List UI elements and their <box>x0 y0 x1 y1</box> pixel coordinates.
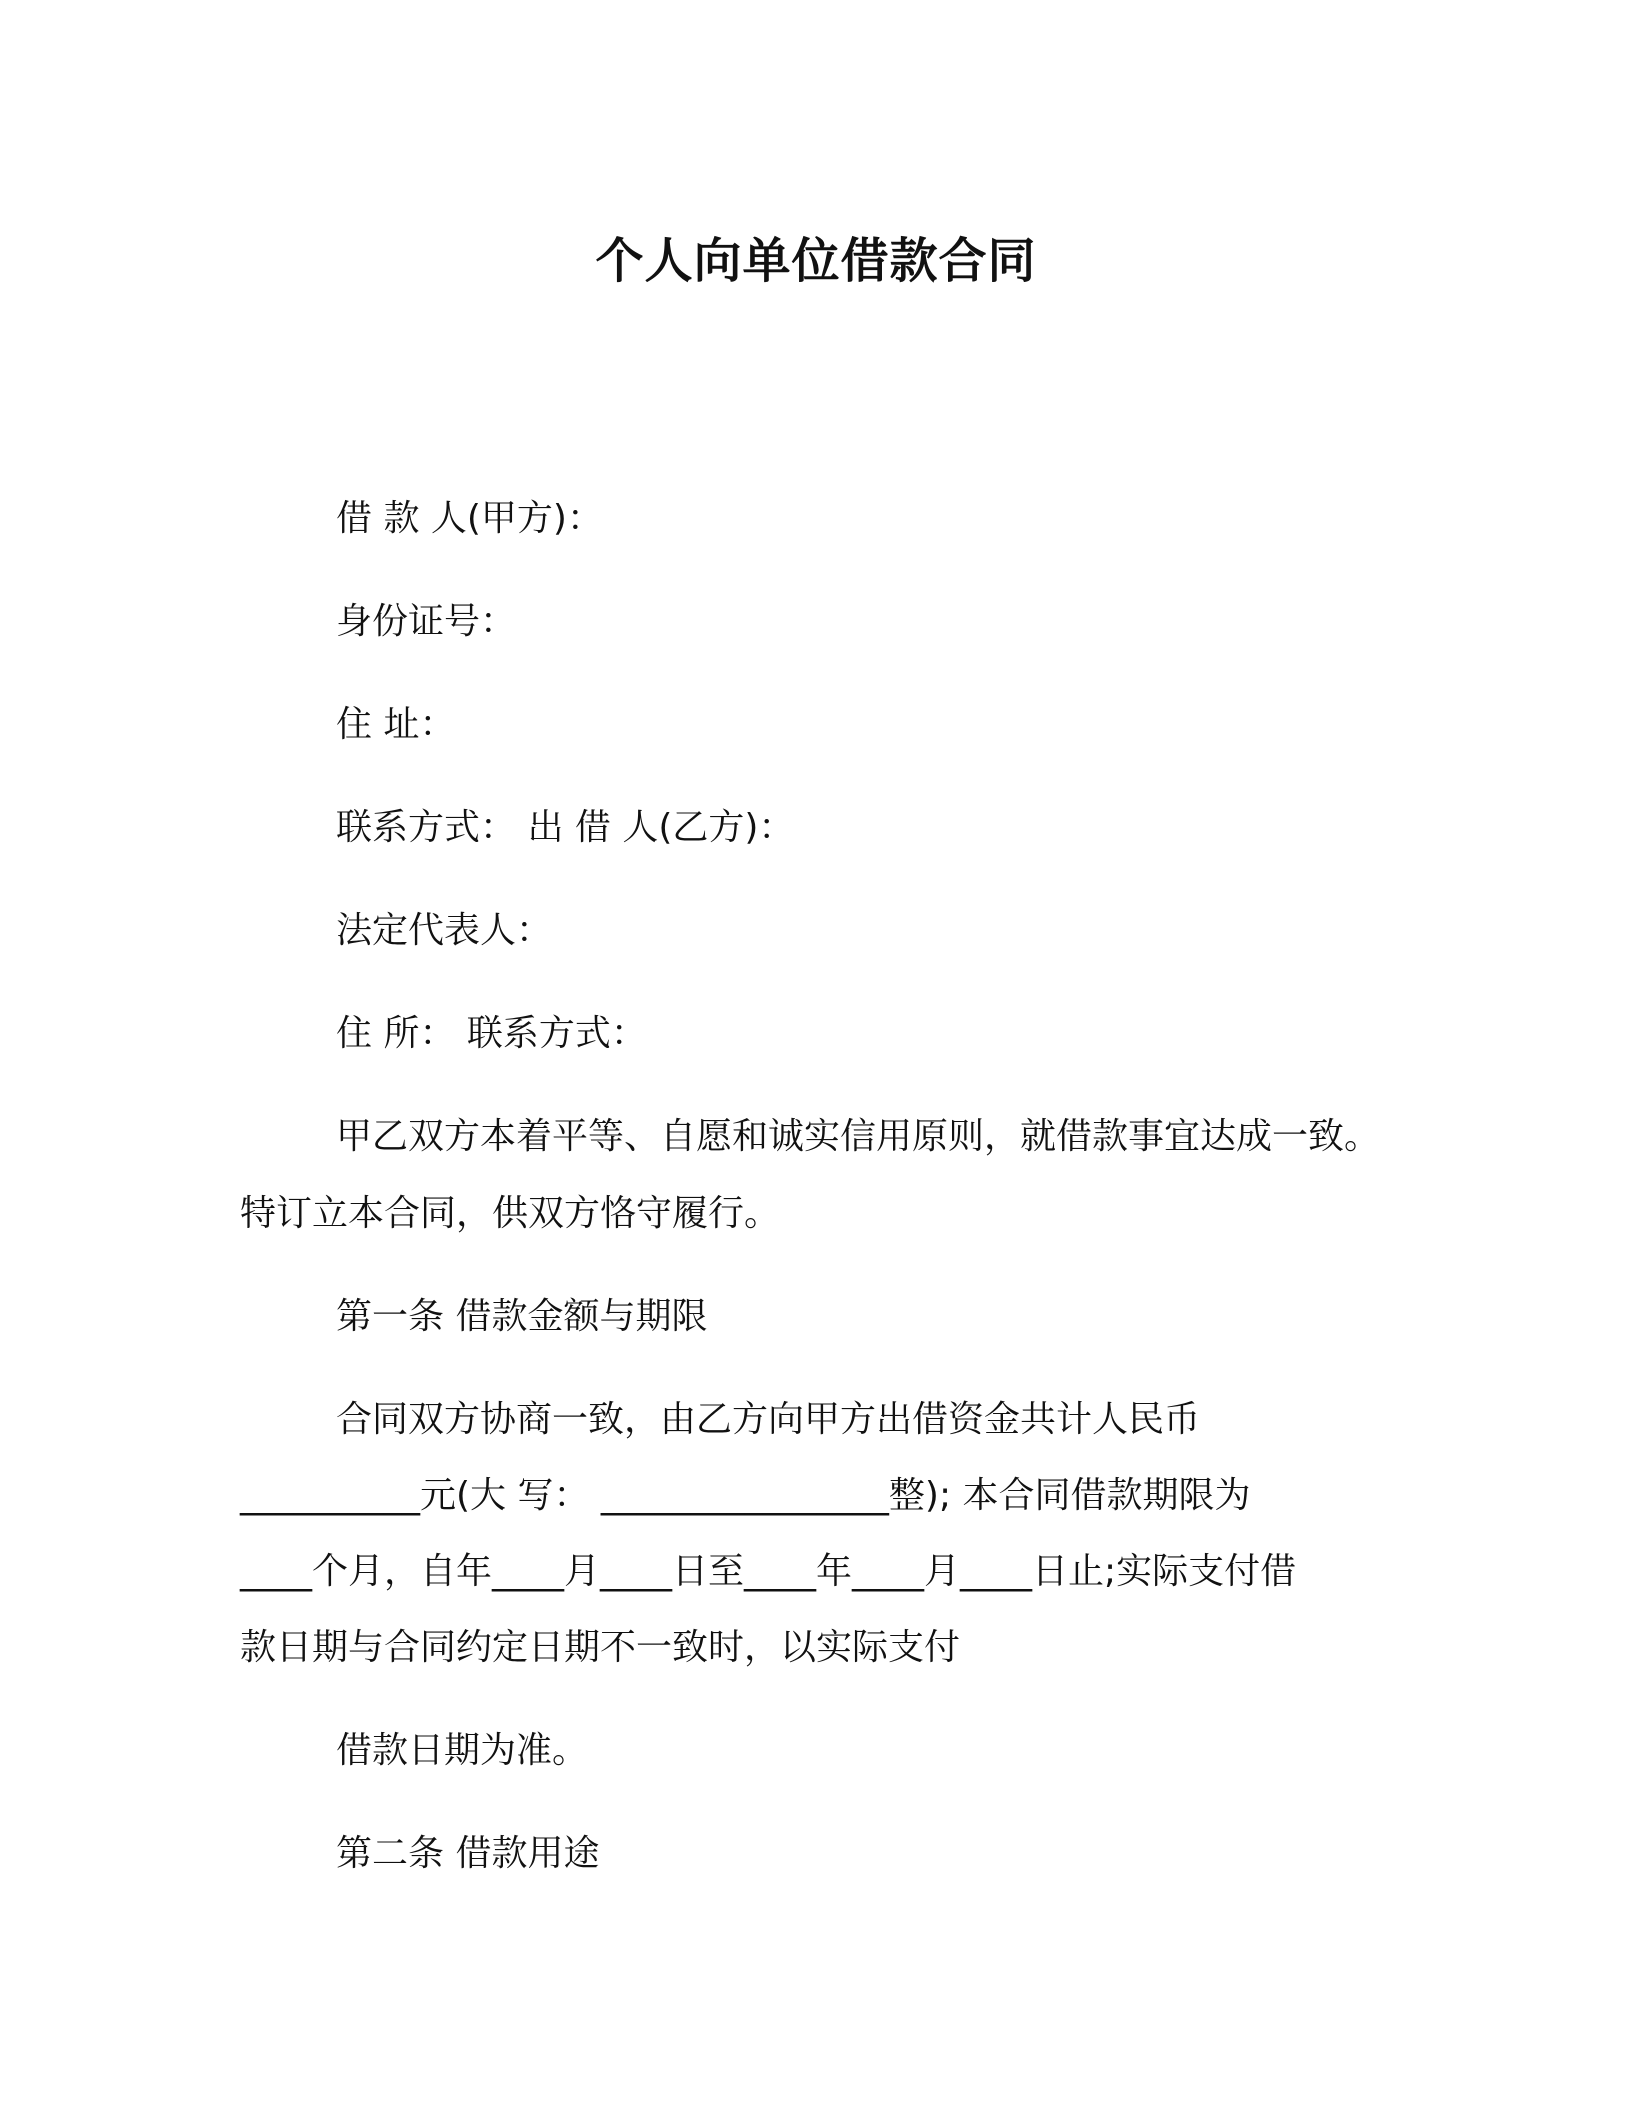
article1-line-2: __________元(大 写： ________________整); 本合同借款期限为 <box>240 1475 1251 1516</box>
article1-line-3: ____个月，自年____月____日至____年____月____日止;实际支付借 <box>240 1551 1297 1592</box>
domicile-contact-field: 住 所： 联系方式： <box>336 1013 647 1054</box>
article1-line-5: 借款日期为准。 <box>336 1730 589 1771</box>
preamble-line-1: 甲乙双方本着平等、自愿和诚实信用原则，就借款事宜达成一致。 <box>336 1116 1381 1157</box>
id-number-field: 身份证号： <box>336 601 517 642</box>
legal-representative-field: 法定代表人： <box>336 910 553 951</box>
borrower-field: 借 款 人(甲方)： <box>336 498 603 539</box>
article2-heading: 第二条 借款用途 <box>336 1833 600 1874</box>
document-title: 个人向单位借款合同 <box>595 233 1037 289</box>
contact-lender-field: 联系方式： 出 借 人(乙方)： <box>336 807 795 848</box>
article1-line-1: 合同双方协商一致，由乙方向甲方出借资金共计人民币 <box>336 1399 1201 1440</box>
preamble-line-2: 特订立本合同，供双方恪守履行。 <box>240 1193 781 1234</box>
article1-line-4: 款日期与合同约定日期不一致时，以实际支付 <box>240 1627 961 1668</box>
article1-heading: 第一条 借款金额与期限 <box>336 1296 708 1337</box>
address-field: 住 址： <box>336 704 456 745</box>
